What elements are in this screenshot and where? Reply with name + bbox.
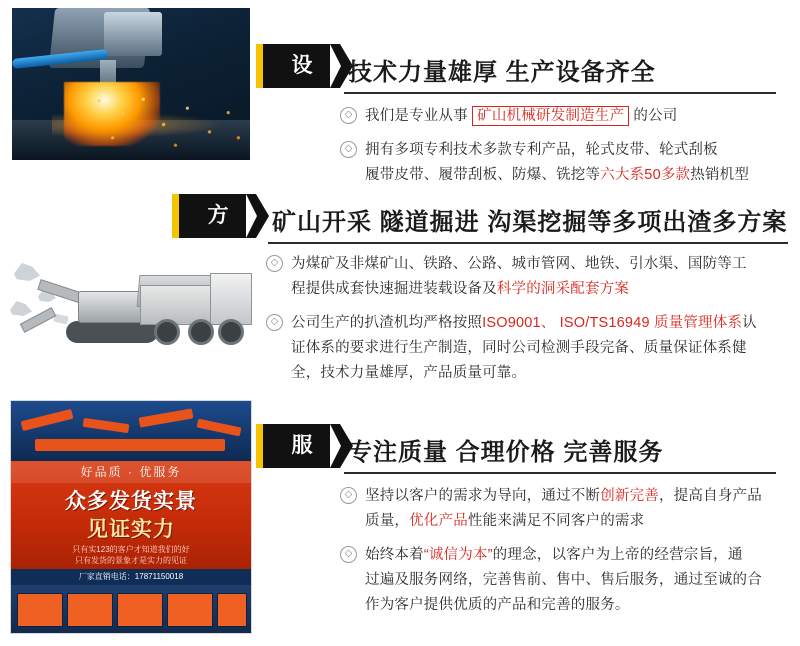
rock-shape [14,263,40,281]
highlight-red: ISO9001、 ISO/TS16949 质量管理体系 [482,315,743,331]
bullet-list-equipment [340,104,792,197]
highlight-red: 科学的洞采配套方案 [496,281,630,297]
section-heading-equipment: 技术力量雄厚 生产设备齐全 [348,59,656,86]
thumbnail-shape [17,593,63,627]
bullet-text: 坚持以客户的需求为导向，通过不断创新完善，提高自身产品 质量，优化产品性能来满足不同客户的需求 [365,488,762,529]
truck-wheel-shape [218,319,244,345]
diamond-bullet-icon: ◇ [266,255,283,272]
truck-wheel-shape [188,319,214,345]
crane-arm-shape [139,408,194,427]
diamond-bullet-icon: ◇ [340,141,357,158]
highlight-red: 创新完善 [600,488,660,504]
truck-row-shape [35,439,225,451]
promo-sub-text [11,544,251,566]
list-item [266,311,790,386]
thumbnail-shape [117,593,163,627]
thumbnail-shape [67,593,113,627]
promo-secondary-text: 见证实力 [87,518,175,541]
spark-spray-shape [82,86,250,160]
diamond-bullet-icon: ◇ [340,487,357,504]
flag-notch-shape [246,194,257,238]
section-tag-equipment [256,44,340,121]
promo-phone-bar: 厂家直销电话：17871150018 [11,569,251,585]
highlight-red: 六大系50多款 [600,167,691,183]
diamond-bullet-icon: ◇ [266,314,283,331]
photo-top-strip [11,401,251,461]
thumbnail-shape [217,593,247,627]
heading-underline-equipment [344,92,776,94]
crane-arm-shape [21,409,74,431]
diamond-bullet-icon: ◇ [340,546,357,563]
promo-sub-line2: 只有发货的景象才是实力的见证 [75,556,187,565]
heading-underline-plan [268,242,788,244]
list-item [340,138,792,188]
bullet-text: 我们是专业从事 矿山机械研发制造生产 的公司 [365,108,678,124]
section-tag-service [256,424,340,501]
bullet-text: 始终本着“诚信为本”的理念，以客户为上帝的经营宗旨，通 过遍及服务网络，完善售前、售中、售后服务，通过至诚的合 作为客户提供优质的产品和完善的服务。 [365,547,762,613]
bullet-text: 公司生产的扒渣机均严格按照ISO9001、 ISO/TS16949 质量管理体系认 证体系的要求进行生产制造，同时公司检测手段完备、质量保证体系健 全，技术力量雄厚，产品质量可靠。 [291,315,757,381]
bullet-list-plan [266,252,790,395]
flag-notch-shape [330,424,341,468]
rock-shape [10,301,32,316]
thumbnail-shape [167,593,213,627]
bullet-text: 拥有多项专利技术多款专利产品，轮式皮带、轮式刮板 履带皮带、履带刮板、防爆、铣挖等六大系50多款热销机型 [365,142,750,183]
diamond-bullet-icon: ◇ [340,107,357,124]
flag-notch-shape [330,44,341,88]
flag-tail-shape [256,194,269,238]
section-tag-equipment-label: 设备 [291,54,316,121]
list-item [266,252,790,302]
equipment-photo [12,8,250,160]
section-heading-service: 专注质量 合理价格 完善服务 [348,439,664,466]
promo-main-text: 众多发货实景 [65,490,197,513]
section-tag-service-label: 服务 [291,434,316,501]
section-tag-plan-label: 方案 [207,204,232,271]
section-tag-plan [172,194,256,271]
crane-arm-shape [83,418,130,433]
highlight-red: “诚信为本” [423,547,493,563]
machine-head-detail-shape [104,12,162,56]
list-item [340,543,792,618]
heading-underline-service [344,472,776,474]
list-item [340,484,792,534]
highlight-box: 矿山机械研发制造生产 [472,106,629,126]
truck-wheel-shape [154,319,180,345]
promo-top-text: 好品质 · 优服务 [80,465,182,479]
photo-bottom-strip [11,585,251,633]
bullet-list-service [340,484,792,627]
bullet-text: 为煤矿及非煤矿山、铁路、公路、城市管网、地铁、引水渠、国防等工 程提供成套快速掘进装载设备及科学的洞采配套方案 [291,256,747,297]
section-heading-plan: 矿山开采 隧道掘进 沟渠挖掘等多项出渣多方案 [272,209,788,236]
promo-sub-line1: 只有实123的客户才知道我们的好 [72,545,190,554]
service-photo [10,400,252,634]
list-item [340,104,792,129]
highlight-red: 优化产品 [409,513,468,529]
crane-arm-shape [197,419,242,437]
